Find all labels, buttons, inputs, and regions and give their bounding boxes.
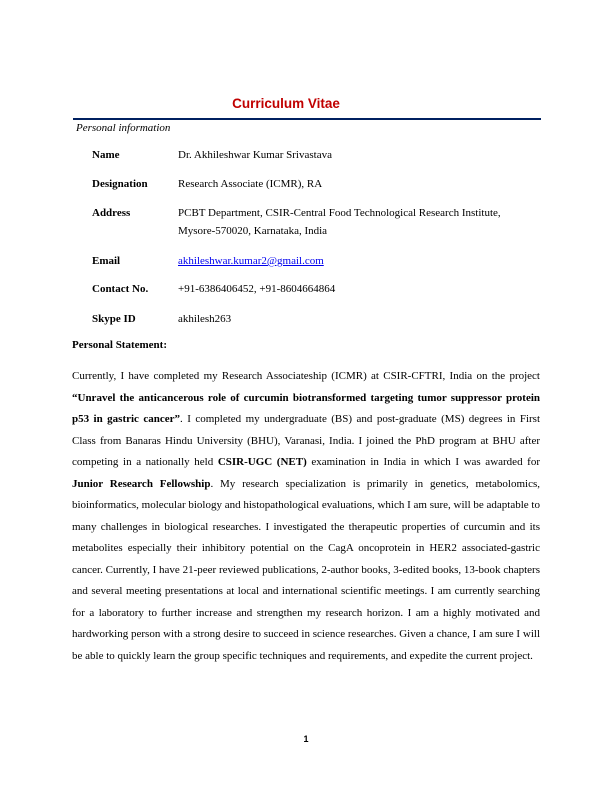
cv-title: Curriculum Vitae [232,96,340,111]
info-value: +91-6386406452, +91-8604664864 [178,283,336,295]
personal-statement-body [72,366,540,667]
email-link[interactable]: akhileshwar.kumar2@gmail.com [178,255,324,267]
info-label: Address [92,207,131,219]
fellowship-name: Junior Research Fellowship [72,477,211,490]
info-value [178,252,538,270]
exam-name: CSIR-UGC (NET) [217,456,307,468]
personal-statement-heading: Personal Statement: [72,339,168,351]
statement-text: Currently, I have completed my Research Associateship (ICMR) at CSIR-CFTRI, India on the project [72,370,540,382]
statement-text: examination in India in which I was awarded for [306,456,540,468]
info-value-line2: Mysore-570020, Karnataka, India [178,225,328,237]
info-value-line1: PCBT Department, CSIR-Central Food Technological Research Institute, [178,207,501,219]
info-label: Designation [92,178,148,190]
title-rule [73,118,541,120]
statement-text: . I completed my undergraduate (BS) and post-graduate (MS) degrees in First Class from Banaras Hindu University (BHU), Varanasi, India. I joined the PhD program at BHU after competing in a nationally held [72,413,541,468]
info-value: Research Associate (ICMR), RA [178,178,323,190]
info-label: Email [92,255,121,267]
info-value: Dr. Akhileshwar Kumar Srivastava [178,149,332,161]
info-label: Skype ID [92,313,136,325]
section-personal-information: Personal information [76,122,171,134]
page-number: 1 [303,734,309,744]
statement-text: . My research specialization is primarily in genetics, metabolomics, bioinformatics, molecular biology and histopathological evaluations, which I am sure, will be adaptable to many challenges in biological researches. I investigated the therapeutic properties of curcumin and its metabolites especially their inhibitory potential on the CagA oncoprotein in HER2 associated-gastric cancer. Currently, I have 21-peer reviewed publications, 2-author books, 3-edited books, 13-book chapters and several meeting presentations at local and international scientific meetings. I am currently searching for a laboratory to further increase and strengthen my research horizon. I am a highly motivated and hardworking person with a strong desire to succeed in science researches. Given a chance, I am sure I will be able to quickly learn the group specific techniques and requirements, and expedite the current project. [72,477,540,662]
project-title: “Unravel the anticancerous role of curcumin biotransformed targeting tumor suppressor protein p53 in gastric cancer” [72,391,540,425]
info-value: akhilesh263 [178,313,232,325]
info-label: Contact No. [92,283,149,295]
info-label: Name [92,149,120,161]
